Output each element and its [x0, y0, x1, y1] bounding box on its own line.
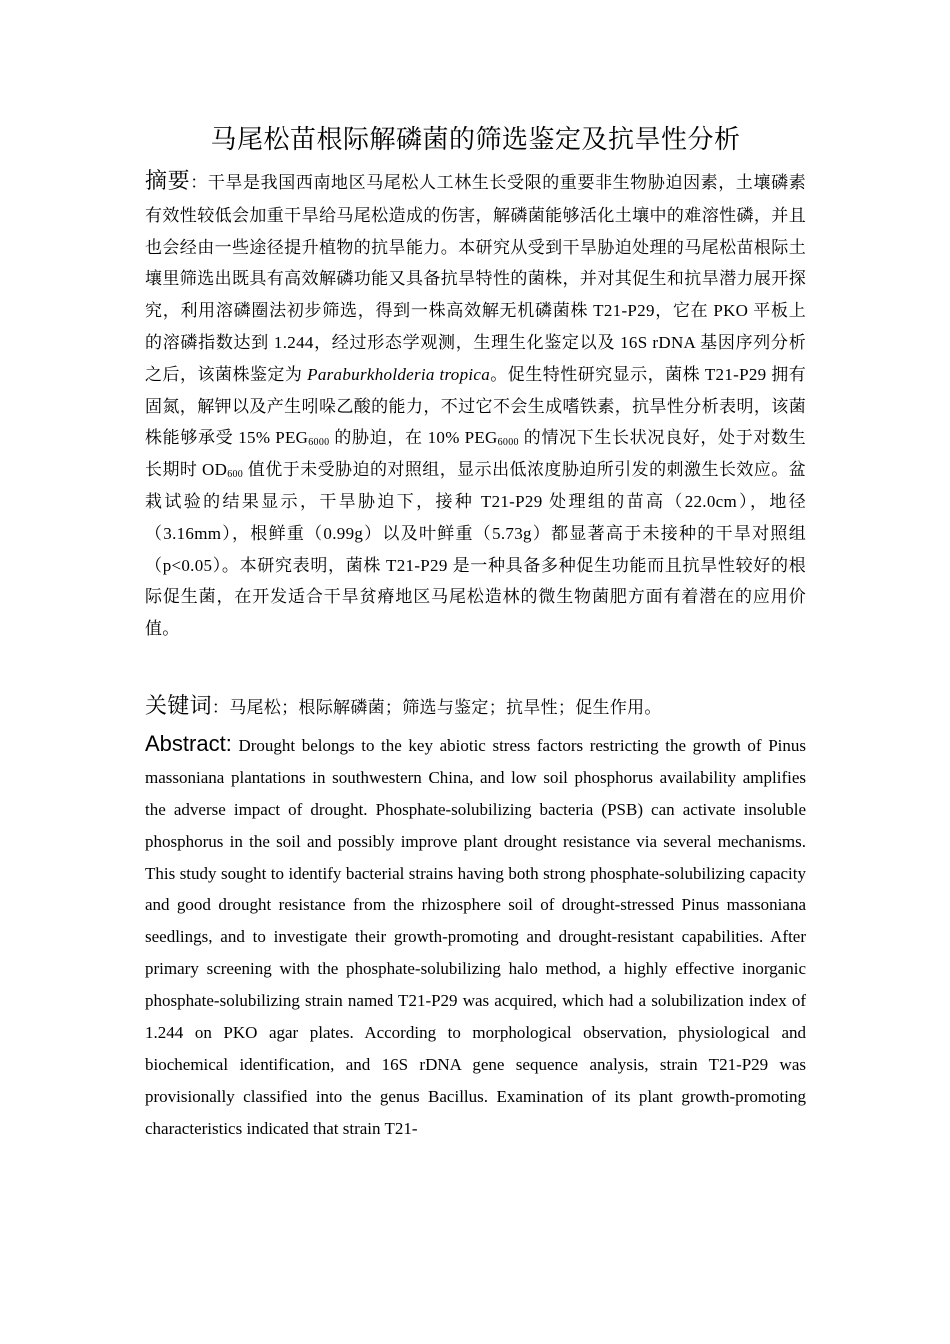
abstract-en-text: Drought belongs to the key abiotic stress factors restricting the growth of Pinus massoniana plantations in southwestern China, and low soil phosphorus availability amplifies the adverse impact of drought. Phosphate-solubilizing bacteria (PSB) can activate insoluble phosphorus in the soil and possibly improve plant drought resistance via several mechanisms. This study sought to identify bacterial strains having both strong phosphate-solubilizing capacity and good drought resistance from the rhizosphere soil of drought-stressed Pinus massoniana seedlings, and to investigate their growth-promoting and drought-resistant capabilities. After primary screening with the phosphate-solubilizing halo method, a highly effective inorganic phosphate-solubilizing strain named T21-P29 was acquired, which had a solubilization index of 1.244 on PKO agar plates. According to morphological observation, physiological and biochemical identification, and 16S rDNA gene sequence analysis, strain T21-P29 was provisionally classified into the genus Bacillus. Examination of its plant growth-promoting characteristics indicated that strain T21-: [145, 735, 806, 1138]
keywords-cn-heading-colon: ：: [211, 697, 230, 718]
abstract-cn-heading: [145, 169, 208, 194]
species-name: Paraburkholderia tropica: [307, 364, 491, 384]
keywords-cn-heading-text: 关键词: [145, 693, 212, 719]
keywords-cn-heading: [145, 694, 229, 719]
abstract-en-heading: [145, 731, 232, 756]
abstract-cn-heading-text: 摘要: [145, 169, 191, 194]
peg-subscript-1: 6000: [308, 437, 330, 449]
abstract-cn: [145, 166, 806, 645]
abstract-en-heading-text: Abstract: [145, 730, 226, 756]
abstract-cn-part-1: 干旱是我国西南地区马尾松人工林生长受限的重要非生物胁迫因素，土壤磷素有效性较低会加重干旱给马尾松造成的伤害，解磷菌能够活化土壤中的难溶性磷，并且也会经由一些途径提升植物的抗旱能力。本研究从受到干旱胁迫处理的马尾松苗根际土壤里筛选出既具有高效解磷功能又具备抗旱特性的菌株，并对其促生和抗旱潜力展开探究，利用溶磷圈法初步筛选，得到一株高效解无机磷菌株 T21-P29，它在 PKO 平板上的溶磷指数达到 1.244，经过形态学观测，生理生化鉴定以及 16S rDNA 基因序列分析之后，该菌株鉴定为: [145, 173, 806, 384]
abstract-cn-part-2: 。促生特性研究显示，菌株 T21-P29 拥有固氮，解钾以及产生吲哚乙酸的能力，不过它不会生成嗜铁素，抗旱性分析表明，该菌株能够承受 15% PEG: [145, 364, 806, 448]
paper-page: [145, 118, 806, 1145]
paper-title: 马尾松苗根际解磷菌的筛选鉴定及抗旱性分析: [210, 125, 741, 155]
keywords-cn-text: 马尾松；根际解磷菌；筛选与鉴定；抗旱性；促生作用。: [229, 697, 662, 717]
keywords-cn: [145, 691, 806, 724]
abstract-en-heading-colon: :: [225, 730, 232, 756]
od-subscript: 600: [227, 469, 244, 481]
abstract-cn-part-4: 的情况下生长状况良好，处于对数生长期时 OD: [145, 428, 806, 480]
abstract-cn-heading-colon: ：: [190, 173, 208, 193]
abstract-cn-part-3: 的胁迫，在 10% PEG: [329, 428, 498, 448]
abstract-en: [145, 728, 806, 1145]
peg-subscript-2: 6000: [497, 437, 519, 449]
abstract-cn-part-5: 值优于未受胁迫的对照组，显示出低浓度胁迫所引发的刺激生长效应。盆栽试验的结果显示，干旱胁迫下，接种 T21-P29 处理组的苗高（22.0cm），地径（3.16mm），根鲜重（0.99g）以及叶鲜重（5.73g）都显著高于未接种的干旱对照组（p<0.05）。本研究表明，菌株 T21-P29 是一种具备多种促生功能而且抗旱性较好的根际促生菌，在开发适合干旱贫瘠地区马尾松造林的微生物菌肥方面有着潜在的应用价值。: [145, 460, 806, 639]
